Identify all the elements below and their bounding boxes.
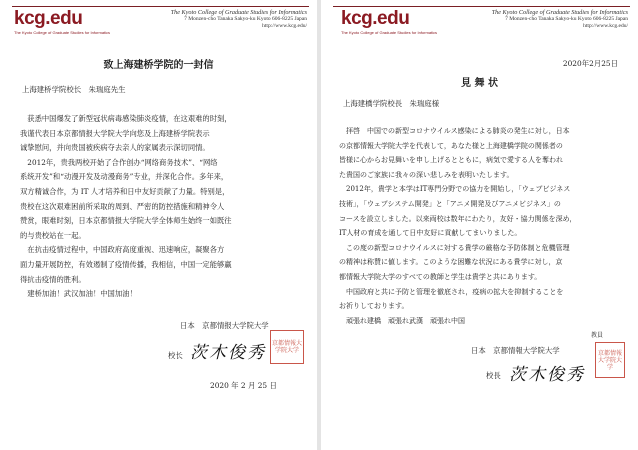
body-line: IT人材の育成を通して日中友好に貢献してまいりました。 bbox=[339, 229, 522, 238]
body-line: 拝啓 中国での新型コロナウイルス感染による肺炎の発生に対し，日本 bbox=[339, 127, 570, 135]
college-url: http://www.kcg.edu/ bbox=[262, 23, 307, 29]
college-address: 7 Monzen-cho Tanaka Sakyo-ku Kyoto 606-8225 Japan bbox=[505, 16, 628, 22]
letter-date: 2020年2月25日 bbox=[562, 59, 618, 68]
body-line: 我谨代表日本京都情报大学院大学向您及上海建桥学院表示 bbox=[20, 128, 210, 138]
body-line: の精神は称賛に値します。このような困難な状況にある貴学に対し，京 bbox=[339, 258, 563, 267]
body-line: コースを設立しました。以来両校は数年にわたり，友好・協力関係を深め， bbox=[339, 214, 577, 223]
body-line: 双方精诚合作，为 IT 人才培养和日中友好贡献了力量。特别是， bbox=[20, 186, 230, 196]
sender-organization: 日本 京都情報大学院大学 bbox=[471, 346, 560, 355]
body-line: 2012年，贵我两校开始了合作创办“网络商务技术”、“网络 bbox=[20, 157, 218, 167]
college-logo: kcg.edu bbox=[14, 8, 83, 29]
college-address-block bbox=[157, 9, 307, 30]
body-line: 技術」，「ウェブシステム開発」と「アニメ開発及びアニメビジネス」の bbox=[339, 199, 561, 208]
letter-salutation: 上海建橋学院校長 朱瑞庭様 bbox=[343, 99, 440, 108]
body-line: の京都情報大学院大学を代表して，あなた様と上海建橋学院の関係者の bbox=[339, 141, 563, 150]
letter-title: 見 舞 状 bbox=[461, 78, 498, 89]
college-address: 7 Monzen-cho Tanaka Sakyo-ku Kyoto 606-8225 Japan bbox=[184, 16, 307, 22]
body-line: 中国政府と共に予防と管理を徹底され，疫病の拡大を抑制することを bbox=[339, 287, 564, 296]
body-line: 系统开发”和“动漫开发及动漫商务”专业，并深化合作。多年来， bbox=[20, 172, 229, 182]
body-line: 得抗击疫情的胜利。 bbox=[20, 274, 86, 284]
body-line: 赞赏，眼难时刻，日本京都情报大学院大学全体师生始终一如既往 bbox=[20, 216, 232, 226]
body-line: た貴国のご家族に我々の深い悲しみを表明いたします。 bbox=[339, 170, 514, 179]
letter-body bbox=[339, 124, 576, 328]
body-line: 建桥加油！武汉加油！中国加油！ bbox=[20, 289, 137, 299]
college-url: http://www.kcg.edu/ bbox=[583, 23, 628, 29]
letter-date: 2020 年 2 月 25 日 bbox=[210, 381, 277, 390]
body-line: 頑張れ建橋 頑張れ武漢 頑張れ中国 bbox=[339, 316, 465, 325]
college-address-block bbox=[478, 9, 628, 30]
signature-role: 校长 bbox=[168, 351, 183, 360]
college-logo: kcg.edu bbox=[341, 8, 410, 29]
handwritten-signature: 茨木俊秀 bbox=[190, 343, 266, 363]
body-line: 在抗击疫情过程中，中国政府高度重视、迅速响应，凝聚各方 bbox=[20, 245, 225, 255]
official-seal: 京都情報大学院大学 bbox=[270, 330, 304, 364]
body-line: 贵校在这次艰难困前所采取的周到、严密的防控措施和精神令人 bbox=[20, 201, 225, 211]
official-seal: 京都情報大学院大学 bbox=[595, 342, 625, 378]
left-letter-page bbox=[0, 0, 317, 450]
stamp-note: 教員 bbox=[591, 332, 604, 339]
right-letter-page bbox=[321, 0, 638, 450]
body-line: お祈りしております。 bbox=[339, 302, 409, 311]
handwritten-signature: 茨木俊秀 bbox=[509, 365, 585, 385]
body-line: 皆様に心からお見舞いを申し上げるとともに，病気で愛する人を奪われ bbox=[339, 156, 563, 165]
sender-organization: 日本 京都情报大学院大学 bbox=[180, 321, 269, 330]
body-line: 的与贵校站在一起。 bbox=[20, 230, 86, 240]
body-line: この度の新型コロナウイルスに対する貴学の厳格な予防体制と危機管理 bbox=[339, 243, 570, 252]
logo-subtitle: The Kyoto College of Graduate Studies for Informatics bbox=[341, 30, 438, 35]
header-rule bbox=[12, 6, 309, 7]
body-line: 获悉中国爆发了新型冠状病毒感染肺炎疫情，在这艰难的时刻， bbox=[20, 114, 232, 123]
letter-title: 致上海建桥学院的一封信 bbox=[103, 60, 214, 71]
college-name: The Kyoto College of Graduate Studies for Informatics bbox=[491, 9, 628, 16]
header-rule bbox=[333, 6, 630, 7]
logo-subtitle: The Kyoto College of Graduate Studies for Informatics bbox=[14, 30, 111, 35]
signature-role: 校長 bbox=[486, 371, 501, 380]
college-name: The Kyoto College of Graduate Studies for Informatics bbox=[170, 9, 307, 16]
letter-salutation: 上海建桥学院校长 朱瑞庭先生 bbox=[22, 85, 126, 94]
body-line: 诚挚慰问，并向贵国被疾病夺去亲人的家属表示深切同情。 bbox=[20, 143, 210, 153]
body-line: 2012年，貴学と本学はIT専門分野での協力を開始し，「ウェブビジネス bbox=[339, 185, 571, 194]
letter-body bbox=[20, 112, 232, 302]
body-line: 面力量开展防控，有效遏制了疫情传播，我相信，中国一定能够赢 bbox=[20, 259, 232, 269]
body-line: 都情報大学院大学のすべての教師と学生は貴学と共にあります。 bbox=[339, 272, 542, 281]
